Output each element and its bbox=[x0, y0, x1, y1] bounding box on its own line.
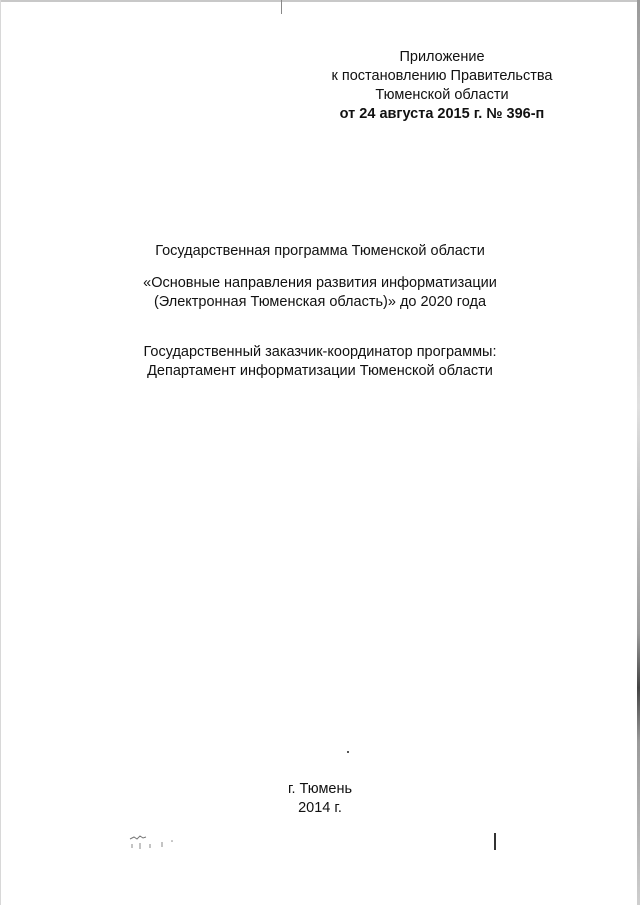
scan-edge-top bbox=[0, 0, 640, 2]
program-name-line-1: «Основные направления развития информатизации bbox=[143, 275, 497, 291]
appendix-region: Тюменской области bbox=[375, 87, 509, 103]
year: 2014 г. bbox=[298, 800, 342, 816]
program-customer bbox=[0, 343, 640, 381]
appendix-date-number: от 24 августа 2015 г. № 396-п bbox=[339, 106, 545, 122]
program-name-line-2: (Электронная Тюменская область)» до 2020 года bbox=[153, 294, 487, 310]
scan-speck bbox=[347, 751, 349, 753]
appendix-header bbox=[302, 48, 582, 124]
program-name bbox=[0, 274, 640, 312]
scan-vertical-mark bbox=[494, 833, 496, 850]
scan-smudge-mark bbox=[128, 833, 176, 851]
scan-edge-left bbox=[0, 0, 1, 905]
place-and-year bbox=[0, 780, 640, 818]
appendix-resolution-ref: к постановлению Правительства bbox=[331, 68, 553, 84]
customer-department: Департамент информатизации Тюменской области bbox=[147, 363, 493, 379]
scan-tick-mark bbox=[281, 0, 282, 14]
appendix-label: Приложение bbox=[399, 49, 485, 65]
city: г. Тюмень bbox=[287, 781, 353, 797]
customer-label: Государственный заказчик-координатор программы: bbox=[143, 344, 497, 360]
program-title-text: Государственная программа Тюменской области bbox=[155, 243, 485, 259]
program-title bbox=[0, 242, 640, 261]
